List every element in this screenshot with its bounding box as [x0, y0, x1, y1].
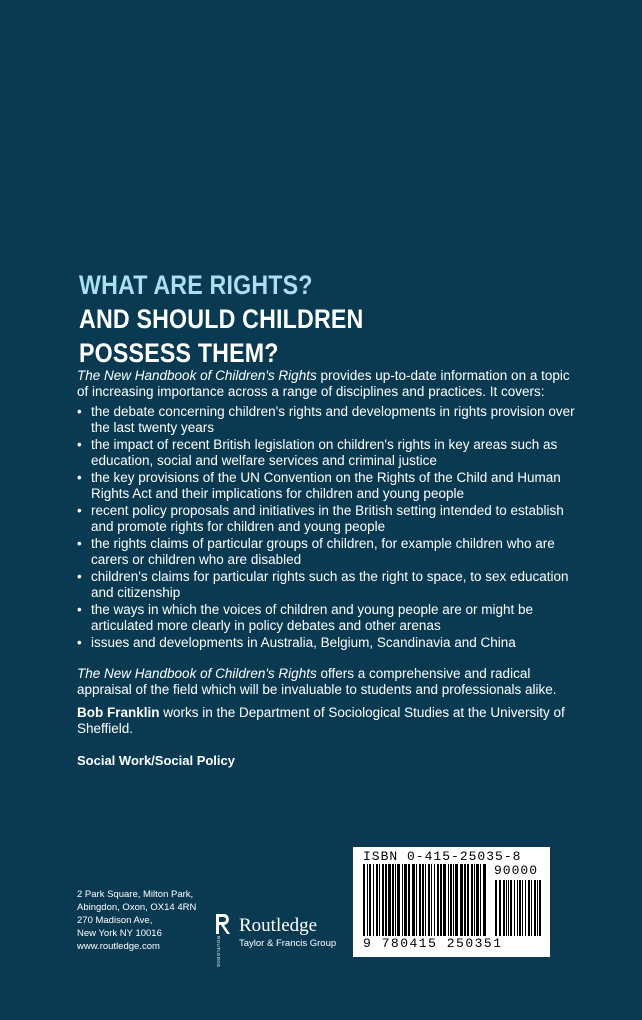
barcode-bar — [450, 864, 452, 936]
barcode-bar — [476, 864, 479, 936]
barcode-bar — [460, 864, 463, 936]
price-bar — [539, 880, 541, 936]
barcode-bar — [392, 864, 394, 936]
price-bar — [528, 880, 530, 936]
topic-item — [77, 404, 577, 436]
price-bar — [506, 880, 507, 936]
book-title-italic: The New Handbook of Children's Rights — [77, 666, 317, 681]
book-title-italic: The New Handbook of Children's Rights — [77, 368, 317, 383]
author-text: works in the Department of Sociological Studies at the University of Sheffield. — [77, 705, 565, 736]
barcode-bar — [443, 864, 446, 936]
barcode-bar — [404, 864, 407, 936]
barcode-bar — [455, 864, 458, 936]
price-bar — [531, 880, 532, 936]
barcode-bar — [412, 864, 415, 936]
barcode-bar — [408, 864, 410, 936]
barcode-bar — [373, 864, 374, 936]
publisher-name: Routledge — [239, 915, 318, 936]
intro-text: provides up-to-date information on a topic of increasing importance across a range of disciplines and practices. It covers: — [77, 368, 570, 399]
price-bar — [519, 880, 521, 936]
bullet-dot: • — [77, 602, 82, 617]
barcode-bar — [419, 864, 421, 936]
intro-paragraph — [77, 368, 577, 400]
author-paragraph — [77, 705, 577, 737]
price-code: 90000 — [494, 863, 539, 878]
barcode-bar — [369, 864, 371, 936]
topic-text: the debate concerning children's rights and developments in rights provision over the last twenty years — [91, 404, 575, 435]
barcode-bar — [431, 864, 432, 936]
barcode-bar — [440, 864, 442, 936]
address-line: 270 Madison Ave, — [77, 915, 153, 926]
topic-text: recent policy proposals and initiatives in the British setting intended to establish and promote rights for children and young people — [91, 503, 564, 534]
bullet-dot: • — [77, 503, 82, 518]
publisher-address — [77, 888, 196, 953]
barcode-bar — [385, 864, 387, 936]
barcode-bar — [453, 864, 454, 936]
bullet-dot: • — [77, 536, 82, 551]
price-bar — [508, 880, 509, 936]
isbn-label: ISBN 0-415-25035-8 — [363, 849, 522, 864]
barcode-bar — [379, 864, 380, 936]
topic-text: issues and developments in Australia, Belgium, Scandinavia and China — [91, 635, 516, 650]
barcode-bar — [397, 864, 400, 936]
barcode-number: 9 780415 250351 — [363, 936, 503, 951]
barcode-bar — [395, 864, 396, 936]
barcode-bar — [422, 864, 424, 936]
barcode-bar — [437, 864, 439, 936]
barcode-bar — [367, 864, 368, 936]
barcode-bar — [363, 864, 365, 936]
publisher-logo — [213, 912, 363, 968]
price-bar — [499, 880, 501, 936]
author-name: Bob Franklin — [77, 705, 160, 720]
barcode-bar — [416, 864, 417, 936]
barcode-bar — [474, 864, 475, 936]
price-bar — [510, 880, 512, 936]
address-line: 2 Park Square, Milton Park, — [77, 889, 194, 900]
price-bar — [514, 880, 515, 936]
barcode-bar — [448, 864, 449, 936]
address-line: New York NY 10016 — [77, 928, 162, 939]
barcode-bar — [428, 864, 430, 936]
topic-item — [77, 569, 577, 601]
topic-text: the key provisions of the UN Convention on the Rights of the Child and Human Rights Act and their implications for children and young people — [91, 470, 561, 501]
barcode-bars — [353, 864, 550, 938]
price-bar — [522, 880, 523, 936]
bullet-dot: • — [77, 437, 82, 452]
barcode-bar — [464, 864, 466, 936]
publisher-group: Taylor & Francis Group — [239, 938, 337, 949]
barcode-bar — [480, 864, 481, 936]
closing-text: offers a comprehensive and radical appraisal of the field which will be invaluable to students and professionals alike. — [77, 666, 557, 697]
topic-text: children's claims for particular rights such as the right to space, to sex education and citizenship — [91, 569, 569, 600]
topic-text: the rights claims of particular groups of children, for example children who are carers or children who are disabled — [91, 536, 555, 567]
heading — [79, 268, 492, 370]
topic-item — [77, 536, 577, 568]
address-line: Abingdon, Oxon, OX14 4RN — [77, 902, 197, 913]
address-line: www.routledge.com — [77, 941, 160, 952]
barcode-bar — [402, 864, 403, 936]
barcode-bar — [376, 864, 378, 936]
heading-line-2: AND SHOULD CHILDREN — [79, 304, 364, 334]
topic-text: the ways in which the voices of children and young people are or might be articulated more clearly in policy debates and other arenas — [91, 602, 534, 633]
price-bar — [525, 880, 526, 936]
barcode-bar — [434, 864, 435, 936]
barcode — [353, 847, 550, 957]
barcode-bar — [467, 864, 469, 936]
barcode-bar — [483, 864, 486, 936]
heading-line-1: WHAT ARE RIGHTS? — [79, 270, 313, 300]
price-bar — [495, 880, 497, 936]
price-bar — [537, 880, 538, 936]
price-bar — [534, 880, 536, 936]
bullet-dot: • — [77, 470, 82, 485]
blurb — [77, 368, 577, 769]
price-bar — [503, 880, 505, 936]
topic-item — [77, 437, 577, 469]
closing-paragraph — [77, 666, 577, 698]
logo-vertical-text: ROUTLEDGE — [216, 936, 221, 968]
topics-list — [77, 404, 577, 651]
topic-text: the impact of recent British legislation on children's rights in key areas such as education, social and welfare services and criminal justice — [91, 437, 558, 468]
bullet-dot: • — [77, 404, 82, 419]
barcode-bar — [382, 864, 384, 936]
heading-line-3: POSSESS THEM? — [79, 338, 279, 368]
barcode-bar — [471, 864, 473, 936]
topic-item — [77, 470, 577, 502]
bullet-dot: • — [77, 569, 82, 584]
barcode-bar — [425, 864, 426, 936]
topic-item — [77, 503, 577, 535]
subject-category: Social Work/Social Policy — [77, 753, 235, 768]
topic-item — [77, 635, 577, 651]
bullet-dot: • — [77, 635, 82, 650]
price-bar — [517, 880, 518, 936]
barcode-bar — [388, 864, 391, 936]
topic-item — [77, 602, 577, 634]
